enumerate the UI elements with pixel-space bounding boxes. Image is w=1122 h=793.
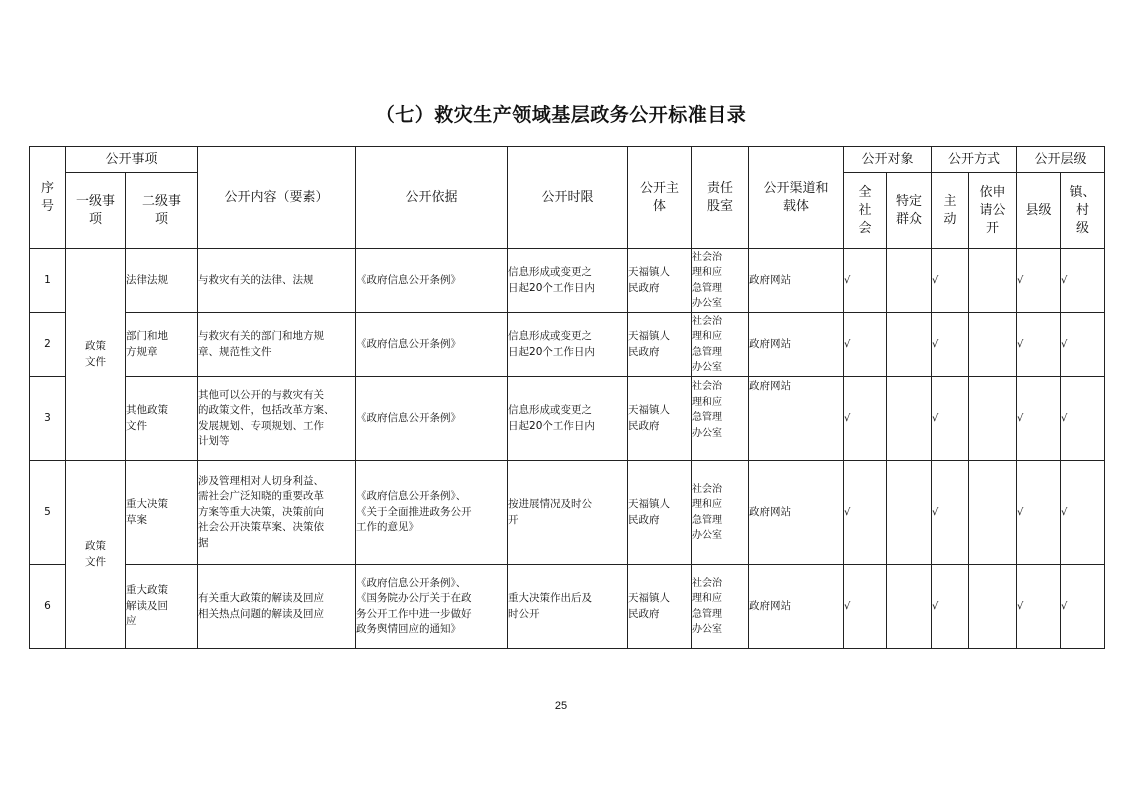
header-matters: 公开事项 — [66, 147, 198, 173]
row-office: 社会治 理和应 急管理 办公室 — [692, 313, 749, 377]
row-basis: 《政府信息公开条例》 — [356, 313, 508, 377]
row-basis: 《政府信息公开条例》 — [356, 377, 508, 461]
table-row — [30, 565, 1105, 649]
header-level: 公开层级 — [1017, 147, 1105, 173]
row-content: 与救灾有关的部门和地方规 章、规范性文件 — [198, 313, 356, 377]
row-active: √ — [932, 249, 969, 313]
header-content: 公开内容（要素） — [198, 147, 356, 249]
disclosure-catalog-table — [29, 146, 1105, 649]
row-channel: 政府网站 — [749, 565, 844, 649]
page-title: （七）救灾生产领域基层政务公开标准目录 — [375, 104, 747, 126]
row-content: 涉及管理相对人切身利益、 需社会广泛知晓的重要改革 方案等重大决策，决策前向 社会公开决策草案、决策依 据 — [198, 461, 356, 565]
row-timing: 重大决策作出后及 时公开 — [508, 565, 628, 649]
row-channel: 政府网站 — [749, 377, 844, 461]
row-level2: 法律法规 — [126, 249, 198, 313]
row-active: √ — [932, 377, 969, 461]
row-county: √ — [1017, 461, 1061, 565]
header-subject: 公开主 体 — [628, 147, 692, 249]
header-method: 公开方式 — [932, 147, 1017, 173]
row-whole-society: √ — [844, 313, 887, 377]
header-specific-group: 特定 群众 — [887, 173, 932, 249]
row-basis: 《政府信息公开条例》、 《关于全面推进政务公开 工作的意见》 — [356, 461, 508, 565]
row-subject: 天福镇人 民政府 — [628, 249, 692, 313]
header-basis: 公开依据 — [356, 147, 508, 249]
row-subject: 天福镇人 民政府 — [628, 377, 692, 461]
group-policy-documents: 政策 文件 — [66, 249, 126, 461]
row-basis: 《政府信息公开条例》、 《国务院办公厅关于在政 务公开工作中进一步做好 政务舆情回应的通知》 — [356, 565, 508, 649]
header-town-village: 镇、 村 级 — [1061, 173, 1105, 249]
row-channel: 政府网站 — [749, 249, 844, 313]
row-town-village: √ — [1061, 249, 1105, 313]
row-specific-group — [887, 313, 932, 377]
row-office: 社会治 理和应 急管理 办公室 — [692, 377, 749, 461]
row-county: √ — [1017, 313, 1061, 377]
header-audience: 公开对象 — [844, 147, 932, 173]
row-level2: 重大政策 解读及回 应 — [126, 565, 198, 649]
row-subject: 天福镇人 民政府 — [628, 565, 692, 649]
header-level1: 一级事 项 — [66, 173, 126, 249]
row-active: √ — [932, 461, 969, 565]
row-town-village: √ — [1061, 461, 1105, 565]
row-office: 社会治 理和应 急管理 办公室 — [692, 461, 749, 565]
row-county: √ — [1017, 249, 1061, 313]
row-active: √ — [932, 565, 969, 649]
row-whole-society: √ — [844, 249, 887, 313]
row-channel: 政府网站 — [749, 461, 844, 565]
row-level2: 其他政策 文件 — [126, 377, 198, 461]
row-on-request — [969, 377, 1017, 461]
row-office: 社会治 理和应 急管理 办公室 — [692, 249, 749, 313]
header-on-request: 依申 请公 开 — [969, 173, 1017, 249]
header-office: 责任 股室 — [692, 147, 749, 249]
row-content: 其他可以公开的与救灾有关 的政策文件，包括改革方案、 发展规划、专项规划、工作 计划等 — [198, 377, 356, 461]
row-level2: 部门和地 方规章 — [126, 313, 198, 377]
header-timing: 公开时限 — [508, 147, 628, 249]
row-whole-society: √ — [844, 377, 887, 461]
row-town-village: √ — [1061, 377, 1105, 461]
row-county: √ — [1017, 377, 1061, 461]
table-row — [30, 377, 1105, 461]
row-timing: 信息形成或变更之 日起20个工作日内 — [508, 249, 628, 313]
table-row — [30, 249, 1105, 313]
row-channel: 政府网站 — [749, 313, 844, 377]
row-seq: 5 — [30, 461, 66, 565]
header-county: 县级 — [1017, 173, 1061, 249]
row-content: 与救灾有关的法律、法规 — [198, 249, 356, 313]
row-timing: 按进展情况及时公 开 — [508, 461, 628, 565]
row-seq: 1 — [30, 249, 66, 313]
row-on-request — [969, 313, 1017, 377]
row-county: √ — [1017, 565, 1061, 649]
row-specific-group — [887, 565, 932, 649]
row-subject: 天福镇人 民政府 — [628, 313, 692, 377]
row-whole-society: √ — [844, 461, 887, 565]
row-seq: 3 — [30, 377, 66, 461]
row-specific-group — [887, 461, 932, 565]
row-town-village: √ — [1061, 565, 1105, 649]
row-active: √ — [932, 313, 969, 377]
header-row-1 — [30, 147, 1105, 173]
row-subject: 天福镇人 民政府 — [628, 461, 692, 565]
row-on-request — [969, 565, 1017, 649]
header-seq: 序 号 — [30, 147, 66, 249]
row-town-village: √ — [1061, 313, 1105, 377]
row-level2: 重大决策 草案 — [126, 461, 198, 565]
header-channel: 公开渠道和 载体 — [749, 147, 844, 249]
table-row — [30, 461, 1105, 565]
row-on-request — [969, 249, 1017, 313]
row-timing: 信息形成或变更之 日起20个工作日内 — [508, 313, 628, 377]
header-active: 主 动 — [932, 173, 969, 249]
row-on-request — [969, 461, 1017, 565]
row-content: 有关重大政策的解读及回应 相关热点问题的解读及回应 — [198, 565, 356, 649]
row-office: 社会治 理和应 急管理 办公室 — [692, 565, 749, 649]
row-specific-group — [887, 377, 932, 461]
group-policy-documents: 政策 文件 — [66, 461, 126, 649]
header-whole-society: 全 社 会 — [844, 173, 887, 249]
row-whole-society: √ — [844, 565, 887, 649]
header-level2: 二级事 项 — [126, 173, 198, 249]
row-specific-group — [887, 249, 932, 313]
page-number: 25 — [554, 700, 568, 712]
row-seq: 2 — [30, 313, 66, 377]
row-basis: 《政府信息公开条例》 — [356, 249, 508, 313]
row-seq: 6 — [30, 565, 66, 649]
table-row — [30, 313, 1105, 377]
row-timing: 信息形成或变更之 日起20个工作日内 — [508, 377, 628, 461]
